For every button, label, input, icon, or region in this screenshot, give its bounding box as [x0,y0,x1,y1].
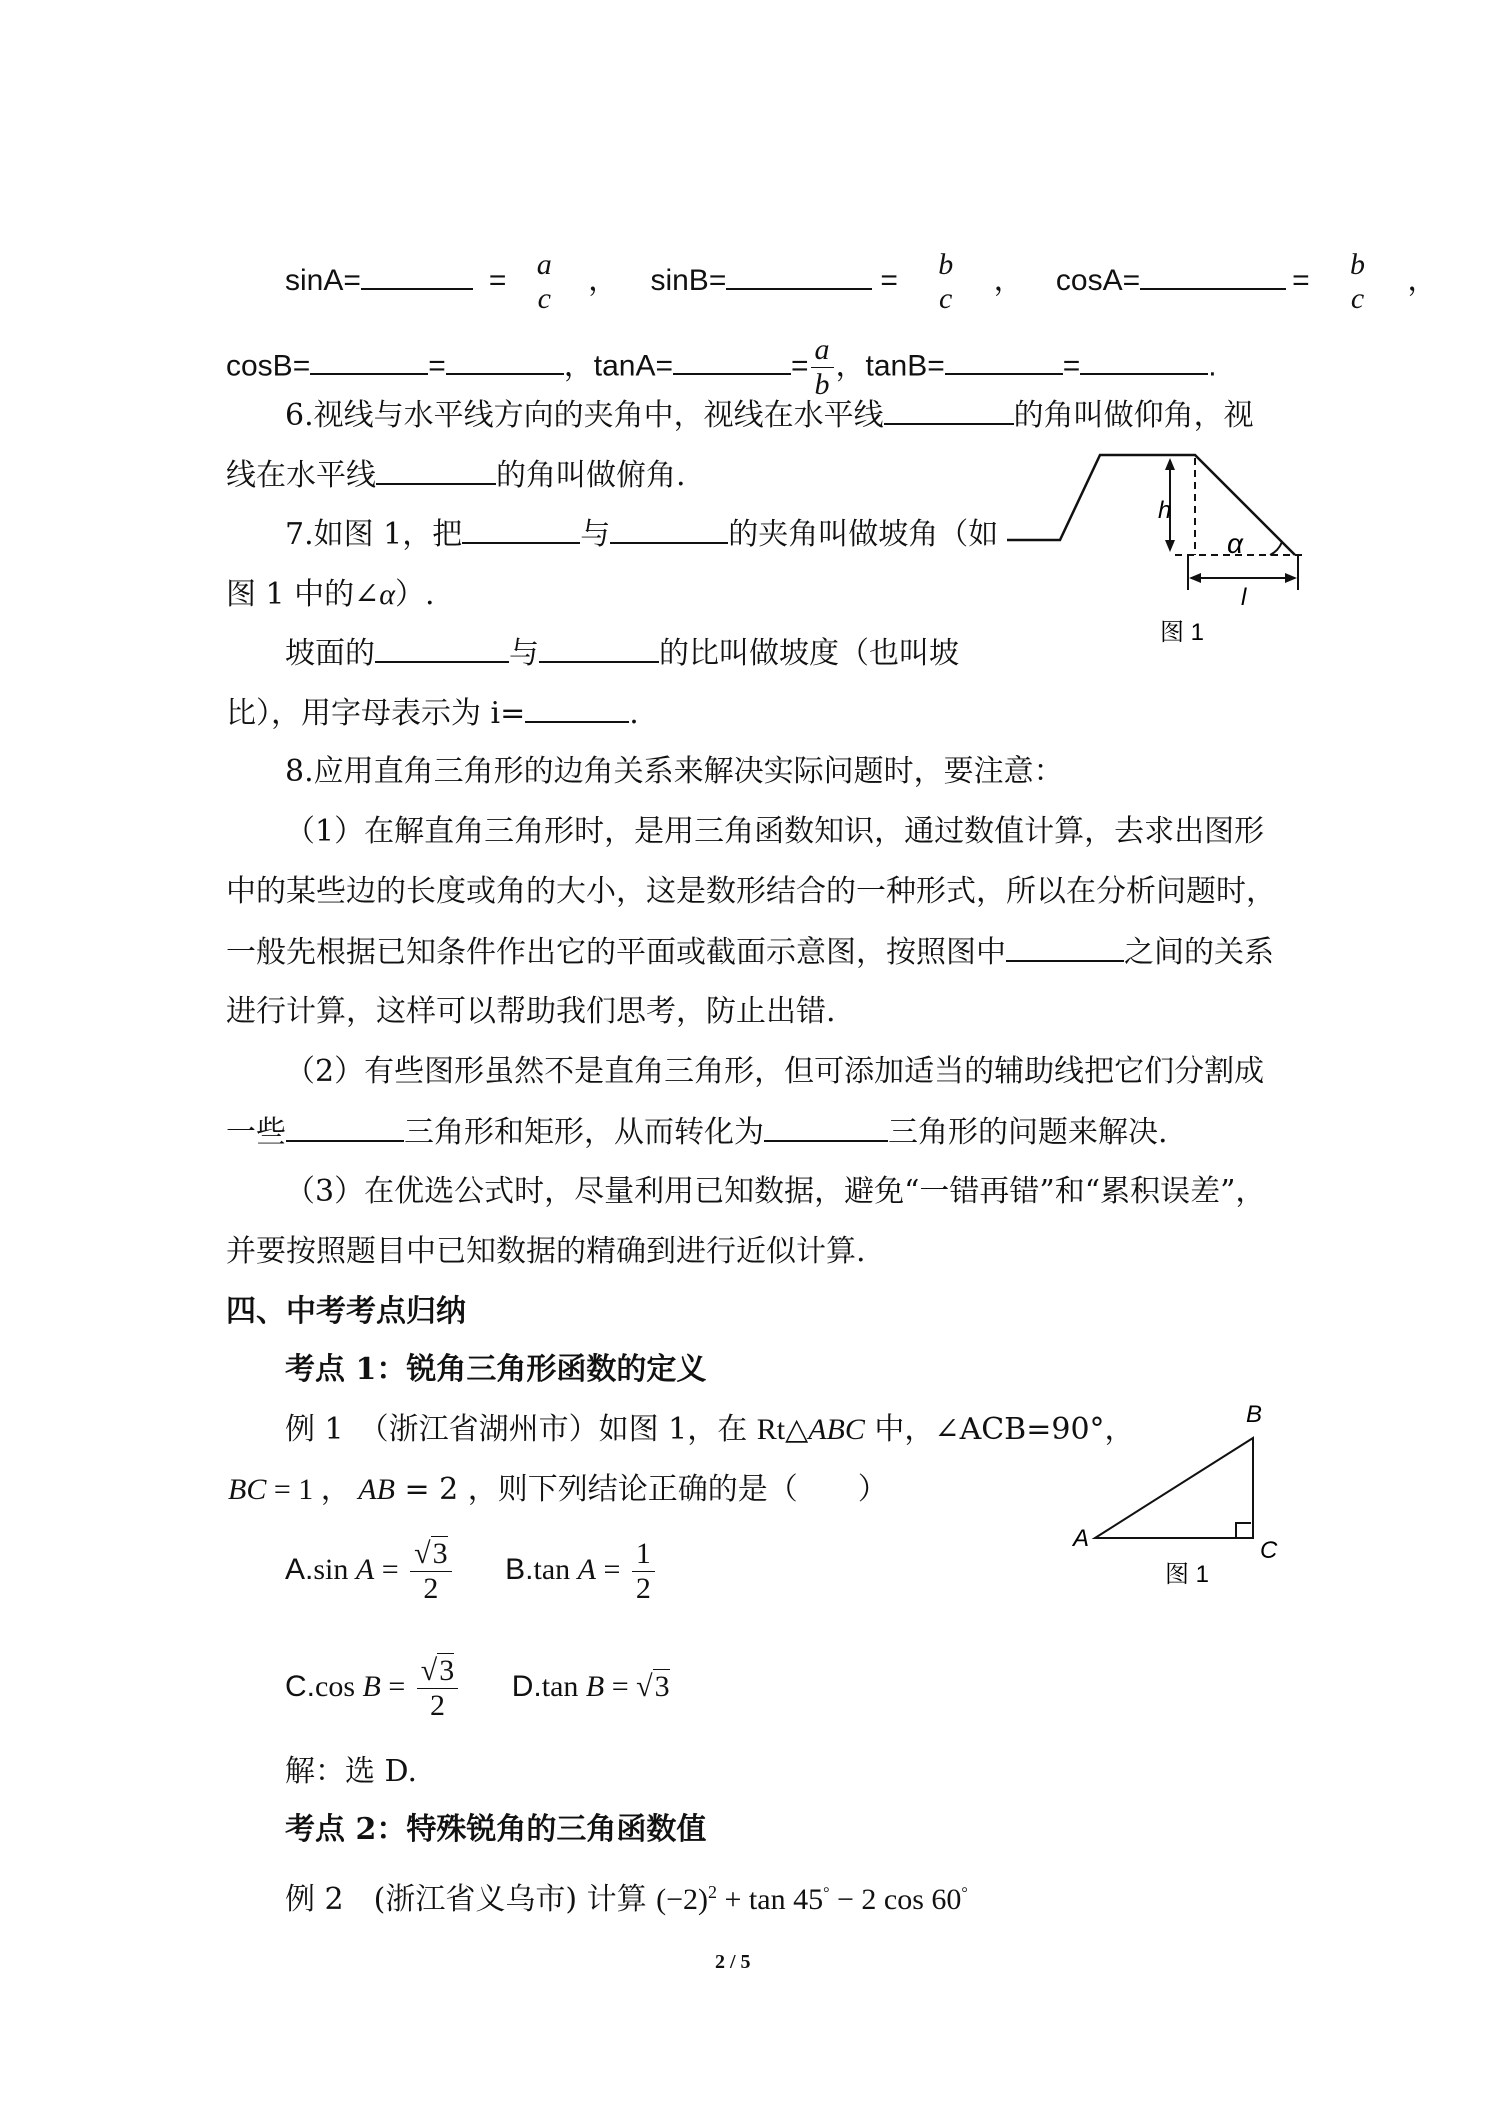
question-8-p1-line-1: （1）在解直角三角形时，是用三角函数知识，通过数值计算，去求出图形 [285,814,1265,849]
vertex-c-label: C [1260,1537,1278,1564]
fraction-sqrt3-over-2-b: $\frac{√3}{2}$ [417,1654,458,1723]
option-c-d: C.cos B = $\frac{√3}{2}$ D.tan B = √3 [285,1653,670,1722]
alpha-label: α [1227,528,1243,559]
formula-line-2: cosB= = ，tanA= = $\frac{a}{b}$ ，tanB= = . [226,333,1217,401]
slope-profile [1007,455,1295,555]
key-point-2: 考点 2：特殊锐角的三角函数值 [285,1812,707,1847]
fraction-1-over-2: $\frac{1}{2}$ [632,1537,655,1606]
blank-q7-4[interactable] [539,633,659,663]
right-triangle-diagram [1070,1400,1290,1600]
fraction-a-over-b: $\frac{a}{b}$ [811,333,834,402]
question-7-line-3: 坡面的 与 的比叫做坡度（也叫坡 [285,633,959,674]
option-a-b: A.sin A = $\frac{√3}{2}$ B.tan A = $\frac{1}{2}$ [285,1535,659,1606]
fraction-sqrt3-over-2: $\frac{√3}{2}$ [410,1537,451,1606]
example-2: 例 2 (浙江省义乌市) 计算 $(-2)^2 + \tan 45^\circ - 2$ cos 60° [285,1882,968,1917]
question-8-p3-line-2: 并要按照题目中已知数据的精确到进行近似计算. [226,1234,866,1269]
question-7-line-4: 比），用字母表示为 i= . [226,693,639,734]
example-1-line-2: BC = 1 ， AB = 2 ，则下列结论正确的是（ ） [228,1472,888,1507]
question-8-p1-line-3: 一般先根据已知条件作出它的平面或截面示意图，按照图中 之间的关系 [226,932,1274,973]
formula-line-1: sinA= = a c ， sinB= = b c ， cosA= = b c ， [285,248,1438,315]
figure-1-caption-b: 图 1 [1165,1561,1210,1588]
vertex-a-label: A [1073,1525,1090,1552]
l-arrowhead-left [1189,573,1201,583]
question-8-p3-line-1: （3）在优选公式时，尽量利用已知数据，避免“一错再错”和“累积误差”， [285,1174,1266,1209]
question-8-p2-line-2: 一些 三角形和矩形，从而转化为 三角形的问题来解决. [226,1112,1168,1153]
h-label: h [1158,497,1172,524]
l-label: l [1241,584,1247,611]
right-angle-mark [1236,1523,1251,1538]
blank-q7-1[interactable] [462,514,580,544]
blank-q8-2[interactable] [286,1112,404,1142]
question-6-line-2: 线在水平线 的角叫做俯角. [226,455,686,496]
blank-cosA[interactable] [1140,260,1286,290]
vertex-b-label: B [1246,1401,1263,1428]
slope-diagram [1005,450,1325,650]
question-7-line-2: 图 1 中的∠α）. [226,577,435,612]
example-1-solution: 解：选 D. [285,1754,418,1789]
blank-cosB-2[interactable] [446,345,564,375]
l-arrowhead-right [1285,573,1297,583]
blank-q7-2[interactable] [610,514,728,544]
blank-q6-1[interactable] [884,395,1014,425]
fraction-b-over-c: b c [938,248,954,315]
alpha-arc [1270,542,1282,555]
blank-q8-1[interactable] [1006,932,1124,962]
figure-1-caption: 图 1 [1160,619,1205,646]
blank-tanB-2[interactable] [1080,345,1208,375]
page-number: 2 / 5 [715,1951,751,1973]
question-8-title: 8.应用直角三角形的边角关系来解决实际问题时，要注意： [285,754,1064,789]
question-8-p1-line-4: 进行计算，这样可以帮助我们思考，防止出错. [226,994,836,1029]
triangle-abc [1095,1438,1253,1538]
blank-q6-2[interactable] [376,455,496,485]
blank-tanA[interactable] [673,345,791,375]
fraction-a-over-c: a c [536,248,552,315]
blank-tanB-1[interactable] [945,345,1063,375]
section-4-title: 四、中考考点归纳 [226,1294,466,1329]
question-7-line-1: 7.如图 1，把 与 的夹角叫做坡角（如 [285,514,998,555]
fraction-b-over-c-2: b c [1350,248,1365,315]
blank-q7-3[interactable] [375,633,509,663]
blank-cosB-1[interactable] [310,345,428,375]
question-8-p1-line-2: 中的某些边的长度或角的大小，这是数形结合的一种形式，所以在分析问题时， [226,874,1276,909]
h-arrowhead-bottom [1165,540,1175,552]
blank-sinB[interactable] [726,260,872,290]
blank-sinA[interactable] [361,260,473,290]
key-point-1: 考点 1：锐角三角形函数的定义 [285,1352,707,1387]
blank-q8-3[interactable] [764,1112,888,1142]
h-arrowhead-top [1165,458,1175,470]
example-1-line-1: 例 1 （浙江省湖州市）如图 1，在 Rt△ABC 中，∠ACB=90°， [285,1412,1135,1447]
question-6-line-1: 6.视线与水平线方向的夹角中，视线在水平线 的角叫做仰角，视 [285,395,1254,436]
blank-q7-5[interactable] [525,693,629,723]
question-8-p2-line-1: （2）有些图形虽然不是直角三角形，但可添加适当的辅助线把它们分割成 [285,1054,1265,1089]
